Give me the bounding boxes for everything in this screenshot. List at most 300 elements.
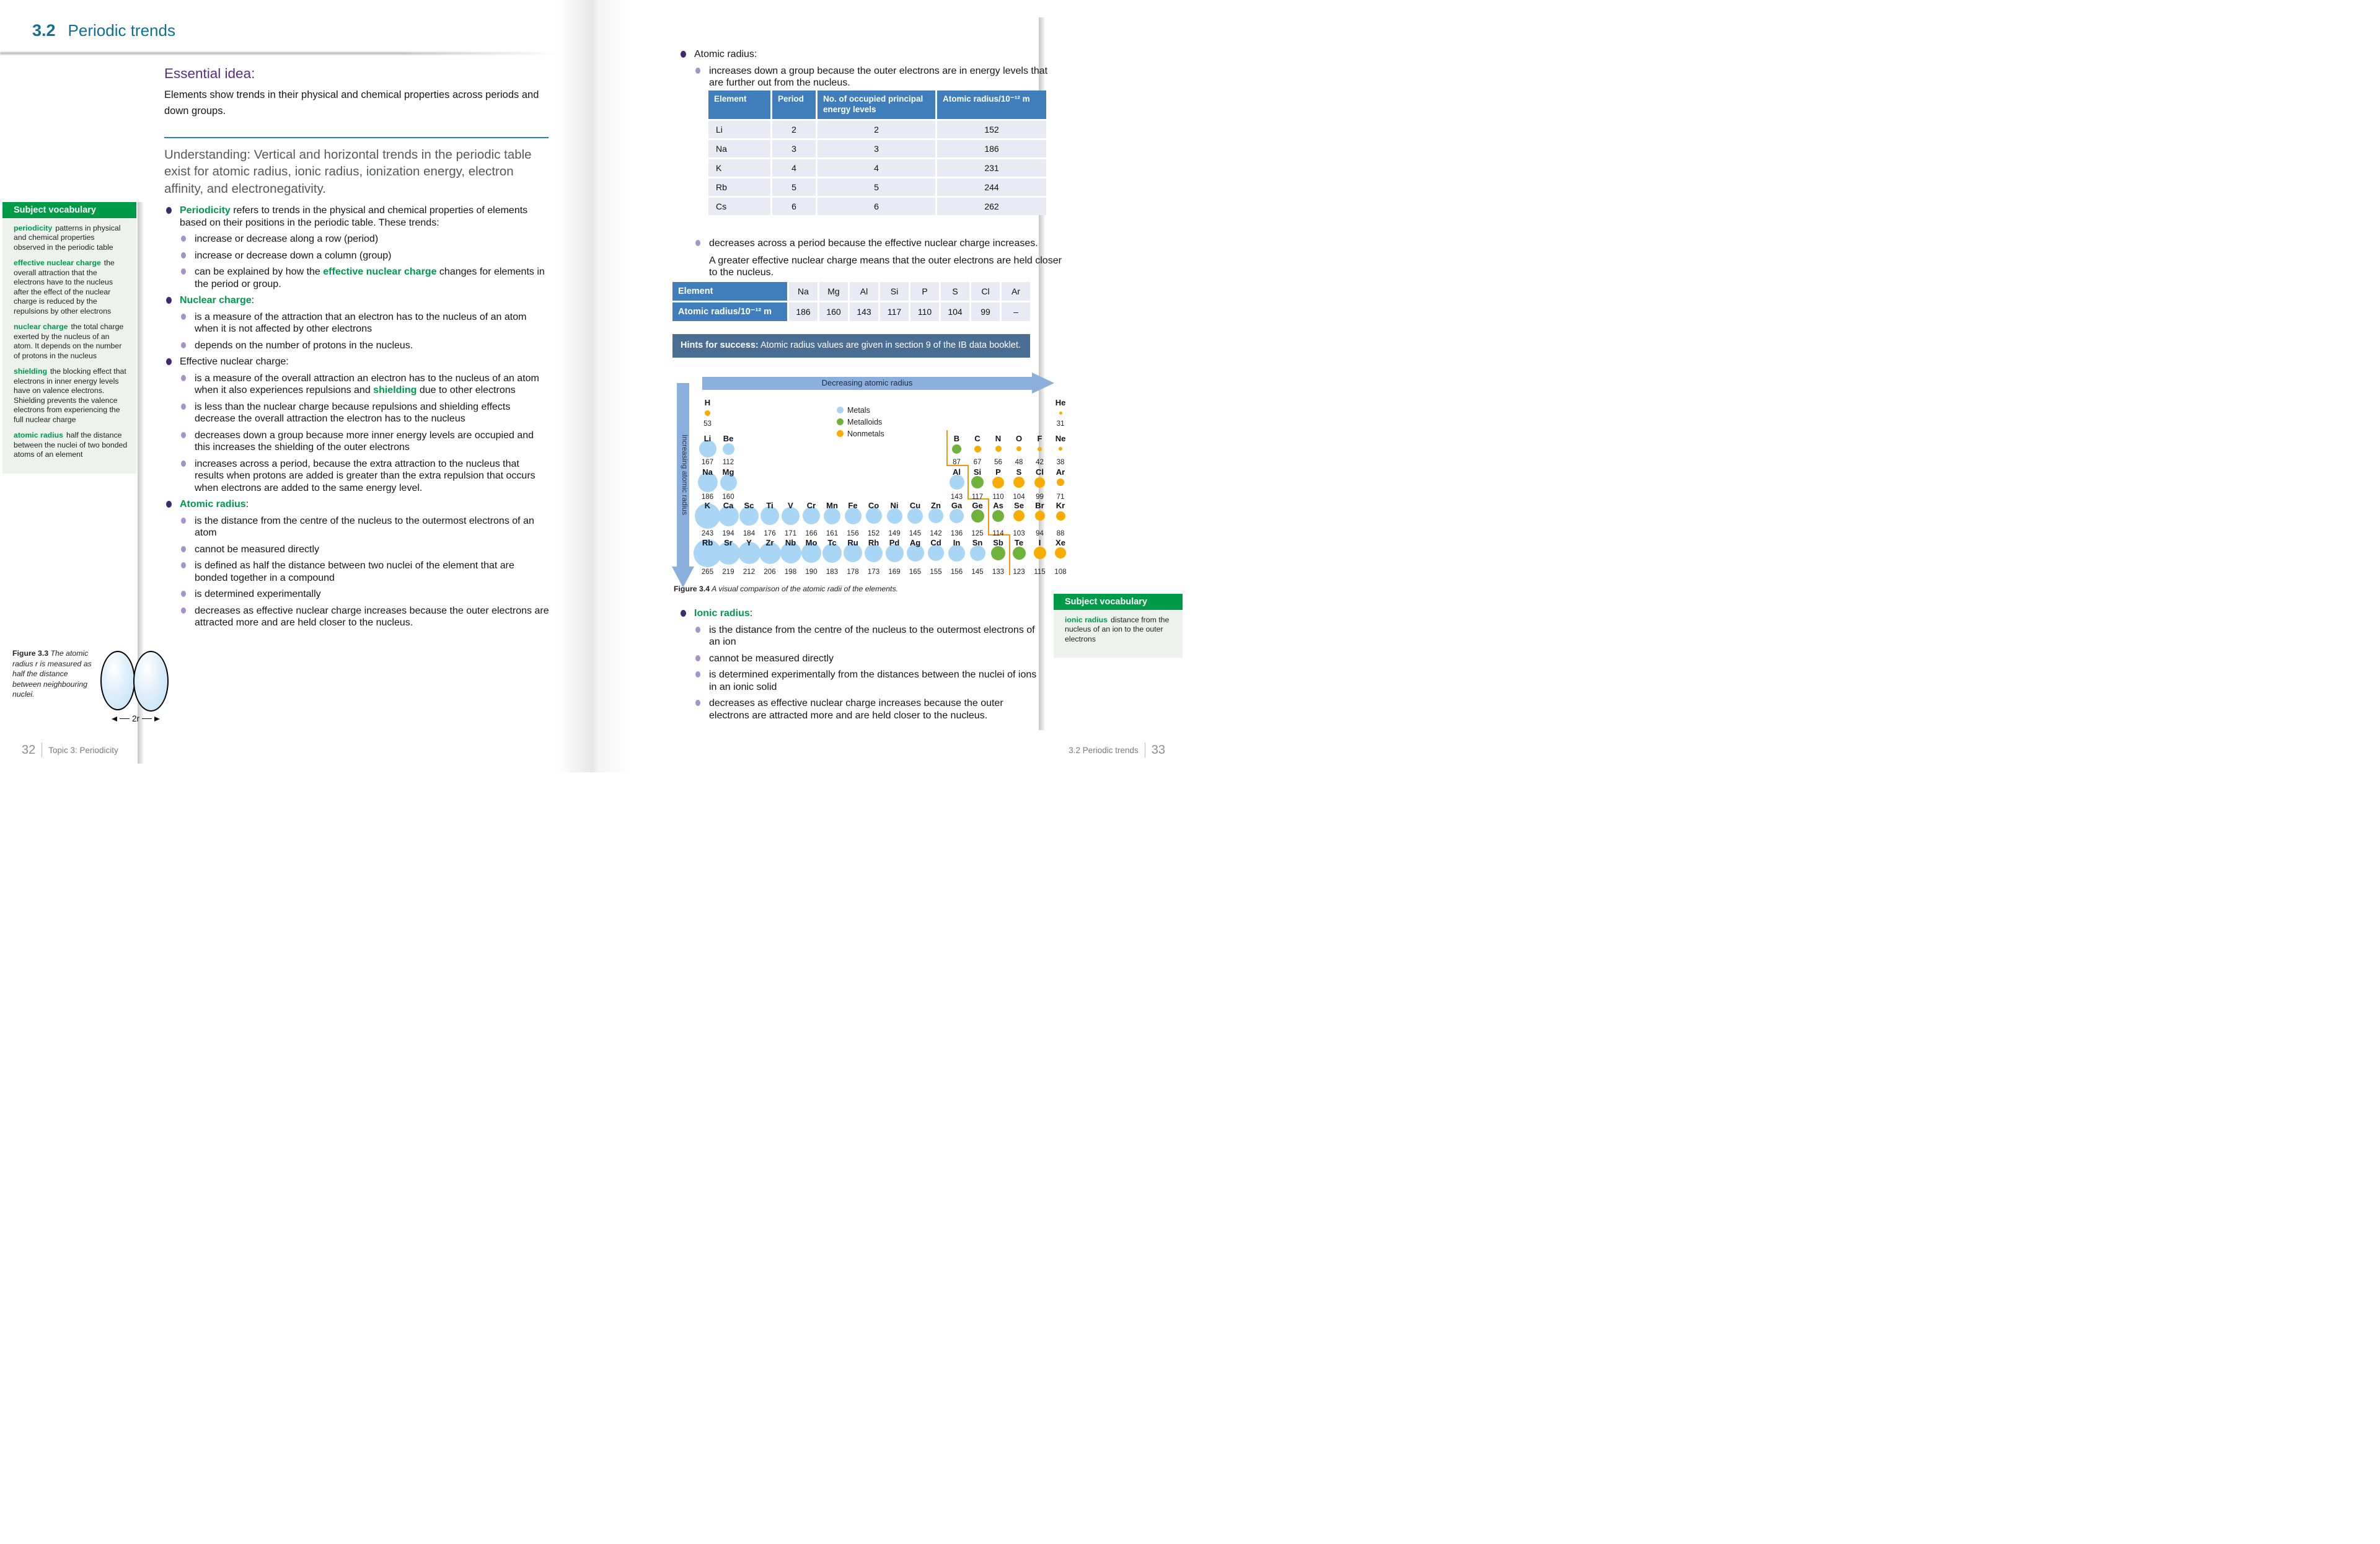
text-segment: Atomic radius: (694, 49, 757, 60)
sub-bullet-item (694, 697, 1041, 721)
element-value: 198 (784, 568, 797, 576)
sub-bullet-item (179, 233, 550, 245)
element-symbol: Sr (724, 538, 733, 547)
element-circle (991, 546, 1005, 560)
vocab-list (1054, 610, 1183, 658)
legend-item (837, 428, 884, 439)
figure-3-4-label: Figure 3.4 (674, 585, 710, 593)
text-segment: shielding (373, 385, 417, 396)
table-header-cell: No. of occupied principal energy levels (818, 90, 935, 119)
essential-idea-heading: Essential idea: (164, 66, 255, 81)
book-spread (0, 0, 1190, 772)
table-cell: – (1002, 302, 1030, 321)
table-cell: Cs (708, 198, 770, 215)
table-cell: Rb (708, 179, 770, 196)
element-cell-Mg (718, 467, 739, 503)
element-value: 178 (847, 568, 859, 576)
vocab-item (14, 224, 128, 252)
section-header (32, 21, 175, 40)
text-segment: decreases as effective nuclear charge increases because the outer electrons are attracted more and are held closer to the nucleus. (195, 605, 549, 629)
element-value: 112 (722, 459, 734, 466)
atom-circle-right (133, 651, 169, 712)
element-circle (1057, 479, 1064, 486)
element-value: 156 (950, 568, 963, 576)
element-symbol: O (1015, 434, 1023, 443)
element-symbol: Te (1014, 538, 1024, 547)
radius-arrow-label: 2r (132, 714, 140, 723)
element-value: 114 (992, 530, 1004, 537)
sub-bullet-item (179, 250, 550, 262)
element-value: 149 (888, 530, 901, 537)
sub-bullet-item (694, 653, 1041, 665)
element-symbol: Ru (847, 538, 858, 547)
figure-3-4 (672, 371, 1074, 612)
text-segment: changes for elements in the period or group. (195, 267, 545, 289)
bullet-item (679, 48, 1051, 61)
figure-3-4-caption (674, 584, 1046, 594)
table-cell: 2 (818, 121, 935, 138)
table-cell: 6 (818, 198, 935, 215)
arrow-line (142, 718, 152, 720)
element-value: 145 (971, 568, 984, 576)
text-segment: due to other electrons (416, 385, 516, 396)
element-symbol: Sn (972, 538, 983, 547)
element-symbol: Rh (868, 538, 879, 547)
element-symbol: I (1038, 538, 1041, 547)
element-symbol: Cr (806, 501, 816, 510)
element-symbol: Al (953, 467, 961, 477)
element-symbol: B (953, 434, 960, 443)
element-symbol: Rb (702, 538, 713, 547)
text-segment: effective nuclear charge (323, 267, 437, 278)
bullet-item (679, 607, 1041, 620)
element-value: 190 (805, 568, 818, 576)
element-value: 71 (1056, 493, 1065, 501)
table-header-cell: Atomic radius/10⁻¹² m (672, 302, 787, 321)
element-value: 117 (971, 493, 984, 501)
element-value: 160 (722, 493, 734, 501)
table-cell: 4 (818, 159, 935, 177)
table-cell: 244 (937, 179, 1046, 196)
element-circle (992, 477, 1004, 488)
element-circle (950, 475, 964, 490)
vocab-box-right (1054, 594, 1183, 658)
element-symbol: Xe (1056, 538, 1065, 547)
legend-item (837, 404, 884, 416)
footer-text-right: 3.2 Periodic trends (1069, 745, 1139, 755)
table-cell: 3 (772, 140, 816, 157)
table-cell: 143 (850, 302, 878, 321)
text-segment: A greater effective nuclear charge means that the outer electrons are held closer to the nucleus. (709, 255, 1062, 278)
element-symbol: Y (746, 538, 752, 547)
element-cell-Ar (1051, 467, 1071, 503)
bullet-continuation (709, 255, 1065, 279)
element-circle (928, 508, 943, 523)
element-value: 186 (701, 493, 714, 501)
table-cell: 104 (941, 302, 969, 321)
element-circle (1059, 412, 1062, 415)
text-segment: is the distance from the centre of the nucleus to the outermost electrons of an atom (195, 515, 534, 539)
vocab-term: atomic radius (14, 431, 63, 440)
element-symbol: Mn (826, 501, 838, 510)
element-symbol: Se (1014, 501, 1024, 510)
element-symbol: Li (703, 434, 712, 443)
element-symbol: Na (702, 467, 713, 477)
text-segment: decreases down a group because more inner energy levels are occupied and this increases the shielding of the outer electrons (195, 430, 534, 453)
table-header-cell: Element (708, 90, 770, 119)
element-circle (1038, 447, 1042, 451)
text-segment: depends on the number of protons in the nucleus. (195, 340, 413, 351)
text-segment: Nuclear charge (180, 295, 252, 306)
sub-bullet-item (694, 624, 1041, 648)
sub-bullet-item (179, 588, 550, 601)
element-value: 167 (701, 459, 714, 466)
element-circle (974, 446, 981, 452)
page-number-left: 32 (22, 743, 36, 757)
element-value: 143 (950, 493, 963, 501)
sub-bullet-item (179, 311, 550, 335)
element-value: 169 (888, 568, 901, 576)
vocab-item (14, 322, 128, 361)
bullet-item (164, 498, 550, 511)
atom-circle-left (100, 651, 135, 710)
vocab-item (14, 431, 128, 459)
vocab-heading: Subject vocabulary (2, 202, 136, 218)
element-symbol: Sb (993, 538, 1003, 547)
legend-item (837, 416, 884, 428)
element-value: 123 (1013, 568, 1025, 576)
figure-3-3-caption-text: The atomic radius r is measured as half the distance between neighbouring nuclei. (12, 649, 92, 699)
figure-3-3-caption (12, 648, 92, 700)
page-number-right: 33 (1151, 743, 1165, 757)
element-cell-Ne (1051, 434, 1071, 470)
element-symbol: Ne (1055, 434, 1066, 443)
vocab-item (14, 258, 128, 316)
element-symbol: Ag (909, 538, 921, 547)
table-cell: 186 (937, 140, 1046, 157)
element-symbol: Sc (744, 501, 754, 510)
page-gutter-shadow (558, 0, 632, 772)
element-symbol: Cu (909, 501, 921, 510)
element-symbol: P (995, 467, 1001, 477)
section-number: 3.2 (32, 21, 56, 40)
section-rule (164, 137, 549, 138)
vocab-heading: Subject vocabulary (1054, 594, 1183, 610)
right-arrowhead-icon (154, 717, 160, 721)
element-value: 42 (1036, 459, 1044, 466)
figure-legend (837, 404, 884, 439)
table-cell: 262 (937, 198, 1046, 215)
element-value: 56 (994, 459, 1002, 466)
text-segment: decreases across a period because the effective nuclear charge increases. (709, 238, 1038, 249)
bullet-atomic-radius (679, 48, 1051, 94)
element-value: 265 (701, 568, 714, 576)
table-cell: 6 (772, 198, 816, 215)
element-value: 110 (992, 493, 1004, 501)
table-cell: Na (708, 140, 770, 157)
element-circle (723, 443, 734, 455)
text-segment: cannot be measured directly (195, 544, 319, 555)
element-circle (971, 510, 984, 523)
bullet-ionic-radius (679, 607, 1041, 726)
element-symbol: F (1037, 434, 1042, 443)
text-segment: is determined experimentally from the distances between the nuclei of ions in an ionic solid (709, 669, 1037, 692)
element-value: 145 (909, 530, 922, 537)
element-symbol: Cl (1036, 467, 1044, 477)
element-circle (1034, 547, 1046, 559)
element-value: 104 (1013, 493, 1025, 501)
sub-bullet-item (694, 65, 1051, 89)
vocab-item (1065, 615, 1174, 644)
sub-bullet-item (694, 669, 1041, 693)
sub-bullet-item (179, 373, 550, 397)
element-value: 171 (784, 530, 797, 537)
element-value: 155 (930, 568, 942, 576)
element-symbol: Zn (931, 501, 941, 510)
element-symbol: Ar (1056, 467, 1065, 477)
element-circle (970, 545, 985, 561)
element-value: 183 (826, 568, 839, 576)
element-value: 212 (743, 568, 756, 576)
element-circle (1035, 511, 1045, 521)
element-circle (952, 444, 961, 454)
arrow-line (120, 718, 130, 720)
text-segment: is less than the nuclear charge because repulsions and shielding effects decrease the overall attraction the electron has to the nucleus (195, 401, 511, 425)
element-symbol: He (1055, 398, 1066, 407)
text-segment: increases across a period, because the extra attraction to the nucleus that results when protons are added is greater than the extra repulsion that occurs when electrons are added to the same energy level. (195, 458, 536, 493)
element-value: 88 (1056, 530, 1065, 537)
text-segment: Periodicity (180, 205, 231, 216)
element-symbol: Co (868, 501, 879, 510)
footer-right (899, 743, 1165, 757)
element-value: 31 (1056, 420, 1065, 428)
sub-bullet-item (179, 544, 550, 556)
vocab-definition: the overall attraction that the electrons have to the nucleus after the effect of the nuclear charge is reduced by the repulsions by other electrons (14, 258, 115, 315)
table-cell: Li (708, 121, 770, 138)
element-symbol: Zr (765, 538, 774, 547)
footer-text-left: Topic 3: Periodicity (48, 745, 118, 755)
element-symbol: Ca (723, 501, 734, 510)
table-cell: S (941, 282, 969, 301)
element-value: 194 (722, 530, 734, 537)
table-cell: 110 (910, 302, 939, 321)
element-circle (1013, 477, 1025, 488)
table-cell: Mg (819, 282, 848, 301)
element-cell-H (697, 398, 718, 434)
element-value: 142 (930, 530, 942, 537)
element-value: 243 (701, 530, 714, 537)
vocab-term: shielding (14, 367, 47, 376)
left-arrowhead-icon (112, 717, 117, 721)
element-circle (887, 508, 902, 524)
text-segment: increase or decrease along a row (period) (195, 234, 379, 245)
element-circle (705, 410, 710, 416)
element-circle (1059, 447, 1062, 451)
table-cell: 2 (772, 121, 816, 138)
element-symbol: Tc (827, 538, 837, 547)
table-cell: Al (850, 282, 878, 301)
element-value: 152 (867, 530, 880, 537)
vocab-definition: patterns in physical and chemical properties observed in the periodic table (14, 224, 121, 252)
table-cell: 4 (772, 159, 816, 177)
bullet-item (164, 294, 550, 307)
text-segment: increase or decrease down a column (group) (195, 250, 392, 261)
text-segment: : (245, 499, 249, 510)
essential-idea-text: Elements show trends in their physical and chemical properties across periods and down groups. (164, 89, 539, 117)
element-symbol: Be (723, 434, 734, 443)
element-value: 48 (1015, 459, 1023, 466)
footer-left (22, 743, 118, 757)
element-symbol: Nb (785, 538, 796, 547)
vocab-term: effective nuclear charge (14, 258, 101, 268)
element-value: 219 (722, 568, 734, 576)
table-header-cell: Element (672, 282, 787, 301)
element-value: 53 (703, 420, 712, 428)
vocab-definition: the total charge exerted by the nucleus of an atom. It depends on the number of protons in the nucleus (14, 322, 124, 360)
element-circle (907, 508, 923, 524)
element-cell-Xe (1051, 538, 1071, 574)
element-symbol: N (995, 434, 1002, 443)
decreasing-arrowhead-icon (1032, 373, 1054, 394)
bullet-item (164, 205, 550, 229)
sub-bullet-item (179, 515, 550, 539)
element-circle (1055, 547, 1066, 558)
element-circle (1034, 477, 1045, 488)
sub-bullet-item (179, 430, 550, 454)
sub-bullet-item (179, 401, 550, 425)
element-circle (1013, 510, 1025, 521)
element-symbol: As (993, 501, 1003, 510)
vocab-term: periodicity (14, 224, 53, 232)
text-segment: is a measure of the overall attraction an electron has to the nucleus of an atom when it also experiences repulsions and (195, 373, 539, 396)
metalloid-legend-dot-icon (837, 418, 844, 425)
legend-label: Nonmetals (847, 429, 884, 438)
vocab-list (2, 218, 136, 474)
table-cell: Na (789, 282, 818, 301)
vocab-term: nuclear charge (14, 322, 68, 332)
vocab-definition: half the distance between the nuclei of two bonded atoms of an element (14, 431, 128, 459)
element-value: 94 (1036, 530, 1044, 537)
text-segment: is defined as half the distance between two nuclei of the element that are bonded together in a compound (195, 560, 514, 583)
element-value: 99 (1036, 493, 1044, 501)
sub-bullet-item (694, 237, 1065, 250)
element-cell-Be (718, 434, 739, 470)
text-segment: cannot be measured directly (709, 653, 834, 664)
legend-label: Metals (847, 405, 870, 415)
table-header-cell: Atomic radius/10⁻¹² m (937, 90, 1046, 119)
table-cell: 186 (789, 302, 818, 321)
element-value: 176 (764, 530, 776, 537)
text-segment: is a measure of the attraction that an electron has to the nucleus of an atom when it is not affected by other electrons (195, 311, 527, 335)
element-value: 173 (867, 568, 880, 576)
section-title: Periodic trends (68, 21, 175, 40)
text-segment: is the distance from the centre of the nucleus to the outermost electrons of an ion (709, 624, 1035, 648)
element-symbol: C (974, 434, 981, 443)
hints-box (672, 334, 1030, 358)
legend-label: Metalloids (847, 417, 883, 426)
radius-arrow (112, 714, 160, 723)
element-symbol: K (704, 501, 711, 510)
text-segment: decreases as effective nuclear charge increases because the outer electrons are attracted more and are held closer to the nucleus. (709, 698, 1003, 721)
sub-bullet-item (179, 560, 550, 584)
figure-3-3 (93, 645, 279, 744)
element-circle (950, 509, 964, 523)
decreasing-arrow-label: Decreasing atomic radius (821, 378, 913, 387)
element-value: 133 (992, 568, 1005, 576)
element-symbol: Mg (722, 467, 734, 477)
table-cell: 3 (818, 140, 935, 157)
element-symbol: Ni (890, 501, 899, 510)
element-symbol: Cd (930, 538, 941, 547)
sub-bullet-item (179, 340, 550, 352)
element-symbol: Si (973, 467, 982, 477)
element-symbol: S (1016, 467, 1022, 477)
vocab-term: ionic radius (1065, 615, 1108, 624)
hints-text: Atomic radius values are given in section 9 of the IB data booklet. (758, 340, 1021, 350)
sub-bullet-item (179, 458, 550, 495)
vocab-definition: the blocking effect that electrons in inner energy levels have on valence electrons. Shielding prevents the valence electrons from experiencing the full nuclear charge (14, 367, 126, 424)
element-value: 103 (1013, 530, 1025, 537)
vocab-box-left (2, 202, 136, 474)
element-symbol: Mo (805, 538, 818, 547)
element-symbol: Br (1035, 501, 1044, 510)
sub-bullet-item (179, 605, 550, 629)
nonmetal-legend-dot-icon (837, 430, 844, 437)
bullet-decreases-period (694, 237, 1065, 279)
element-value: 67 (973, 459, 982, 466)
vocab-definition: distance from the nucleus of an ion to the outer electrons (1065, 615, 1170, 643)
vocab-item (14, 367, 128, 425)
understanding-heading: Understanding: Vertical and horizontal trends in the periodic table exist for atomic radius, ionic radius, ionization energy, electron affinity, and electronegativity. (164, 148, 532, 196)
figure-3-4-caption-text: A visual comparison of the atomic radii of the elements. (712, 585, 899, 593)
text-segment: is determined experimentally (195, 589, 321, 600)
table-cell: 152 (937, 121, 1046, 138)
figure-3-3-label: Figure 3.3 (12, 649, 49, 658)
element-value: 136 (950, 530, 963, 537)
table-cell: P (910, 282, 939, 301)
element-value: 38 (1056, 459, 1065, 466)
text-segment: Ionic radius (694, 608, 750, 619)
element-value: 165 (909, 568, 922, 576)
table-cell: 5 (772, 179, 816, 196)
element-symbol: H (704, 398, 711, 407)
element-symbol: Ga (951, 501, 963, 510)
table-atomic-radius-period (672, 282, 1030, 321)
text-segment: : (251, 295, 255, 306)
element-symbol: Kr (1056, 501, 1065, 510)
text-segment: refers to trends in the physical and chemical properties of elements based on their positions in the periodic table. These trends: (180, 205, 528, 228)
element-value: 156 (847, 530, 859, 537)
table-cell: 117 (880, 302, 909, 321)
text-segment: Atomic radius (180, 499, 246, 510)
table-cell: Ar (1002, 282, 1030, 301)
element-circle (995, 446, 1002, 452)
element-circle (1056, 511, 1065, 521)
element-value: 166 (805, 530, 818, 537)
element-value: 161 (826, 530, 839, 537)
element-symbol: Pd (889, 538, 900, 547)
bullet-list-left (164, 205, 550, 633)
element-value: 125 (971, 530, 984, 537)
table-cell: 231 (937, 159, 1046, 177)
element-value: 108 (1054, 568, 1067, 576)
header-divider (0, 52, 559, 55)
bullet-item (164, 356, 550, 368)
table-cell: Si (880, 282, 909, 301)
element-circle (971, 476, 984, 488)
text-segment: increases down a group because the outer electrons are in energy levels that are further out from the nucleus. (709, 65, 1048, 89)
text-segment: can be explained by how the (195, 267, 324, 278)
